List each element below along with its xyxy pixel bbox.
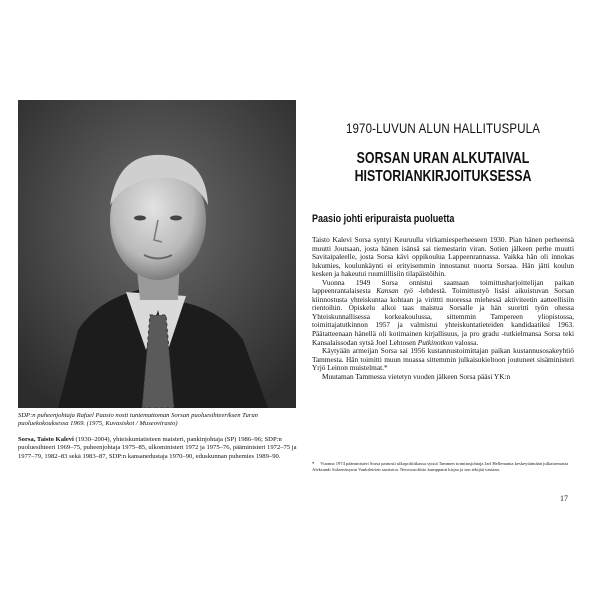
footnote-text: Vuonna 1974 pääministeri Sorsa painosti ulkopolitiikassa syistä Tammen toimitusjohtaja Jarl Hellemania keskeyttämään julkaisemasta Aleksandr Solzenitsynin Vankileirien saaristoa. Neuvostoliitto kumppanit kirjaa ja sen tekijää vastaan. bbox=[312, 461, 569, 472]
bio-text: (1930–2004), yhteiskuntatieteen maisteri, pankinjohtaja (SP) 1986–96; SDP:n puoluesihteeri 1969–75, puheenjohtaja 1975–85, ulkoministeri 1972 ja 1975–76, pääministeri 1972–75 ja 1977–79, 1982–83 sekä 1983–87, SDP:n kansanedustaja 1970–90, eduskunnan puhemies 1989–90. bbox=[18, 436, 297, 460]
portrait-photo bbox=[18, 100, 296, 408]
paragraph-1: Taisto Kalevi Sorsa syntyi Keuruulla virkamiesperheeseen 1930. Pian hänen perheensä muutti Joutsaan, josta hänen isänsä sai tiemestarin viran. Sotien jälkeen perhe muutti Savitaipaleelle, josta Sorsa kävi oppikoulua Lappeenrannassa. Vaikka hän oli innokas lukumies, koulunkäynti ei erityisemmin innostanut nuorta Sorsaa. Hän jätti koulun kesken ja hakeutui ruumiillisiin tilapäistöihin. bbox=[312, 235, 574, 279]
novel-title: Putkinotkon bbox=[417, 337, 454, 347]
newspaper-title: Kansan työ bbox=[376, 286, 413, 296]
chapter-heading: 1970-LUVUN ALUN HALLITUSPULA bbox=[345, 120, 541, 136]
biography-note bbox=[18, 436, 300, 461]
portrait-image bbox=[18, 100, 296, 408]
footnote-mark: * bbox=[312, 461, 315, 466]
page-title bbox=[338, 150, 548, 186]
section-heading: Paasio johti eripuraista puoluetta bbox=[312, 213, 455, 225]
footnote bbox=[312, 461, 574, 473]
bio-name: Sorsa, Taisto Kalevi bbox=[18, 436, 74, 443]
paragraph-2 bbox=[312, 279, 574, 347]
photo-caption: SDP:n puheenjohtaja Rafael Paasio nosti tuntemattoman Sorsan puoluesihteeriksen Turun puoluekokouksessa 1969. (1975, Kuvasiskot / Museovirasto) bbox=[18, 412, 258, 428]
paragraph-4: Muutaman Tammessa vietetyn vuoden jälkeen Sorsa pääsi YK:n bbox=[322, 371, 511, 381]
paragraph-3: Käytyään armeijan Sorsa sai 1956 kustannustoimittajan paikan kustannusosakeyhtiö Tammesta. Hän toimitti muun muassa sittemmin julkaisukieltoon joutuneet sisäministeri Yrjö Leinon muistelmat.* bbox=[312, 346, 574, 373]
page-number: 17 bbox=[560, 494, 568, 503]
paragraph-2-part-c: valossa. bbox=[453, 337, 479, 347]
paragraph-2-part-a: Vuonna 1949 Sorsa onnistui saamaan toimittusharjoittelijan paikan lappeenrantalaisesta bbox=[312, 277, 574, 296]
title-line-1: SORSAN URAN ALKUTAIVAL bbox=[356, 150, 530, 167]
title-line-2: HISTORIANKIRJOITUKSESSA bbox=[354, 168, 532, 185]
body-text bbox=[312, 236, 574, 381]
paragraph-2-part-b: -lehdestä. Toimittustyö lisäsi aikuistuvan Sorsan kiinnostusta yhteiskuntaa kohtaan ja virittti nuoressa miehessä aktiviteetin aatteellisiin rientoihin. Opiskelu alkoi taas maistua Sorsalle ja hän suoritti työn ohessa Yhteiskunnallisessa korkeakoulussa, sittemmin Tampereen yliopistossa, toimittajatutkinnon 1957 ja valmistui yhteiskuntatieteiden kandidaatiksi 1963. Päätatteenaan hänellä oli kotimainen kirjallisuus, ja pro gradu -tutkielmansa Sorsa teki Kansalaissodan sytsä Joel Lehtosen bbox=[312, 286, 574, 347]
